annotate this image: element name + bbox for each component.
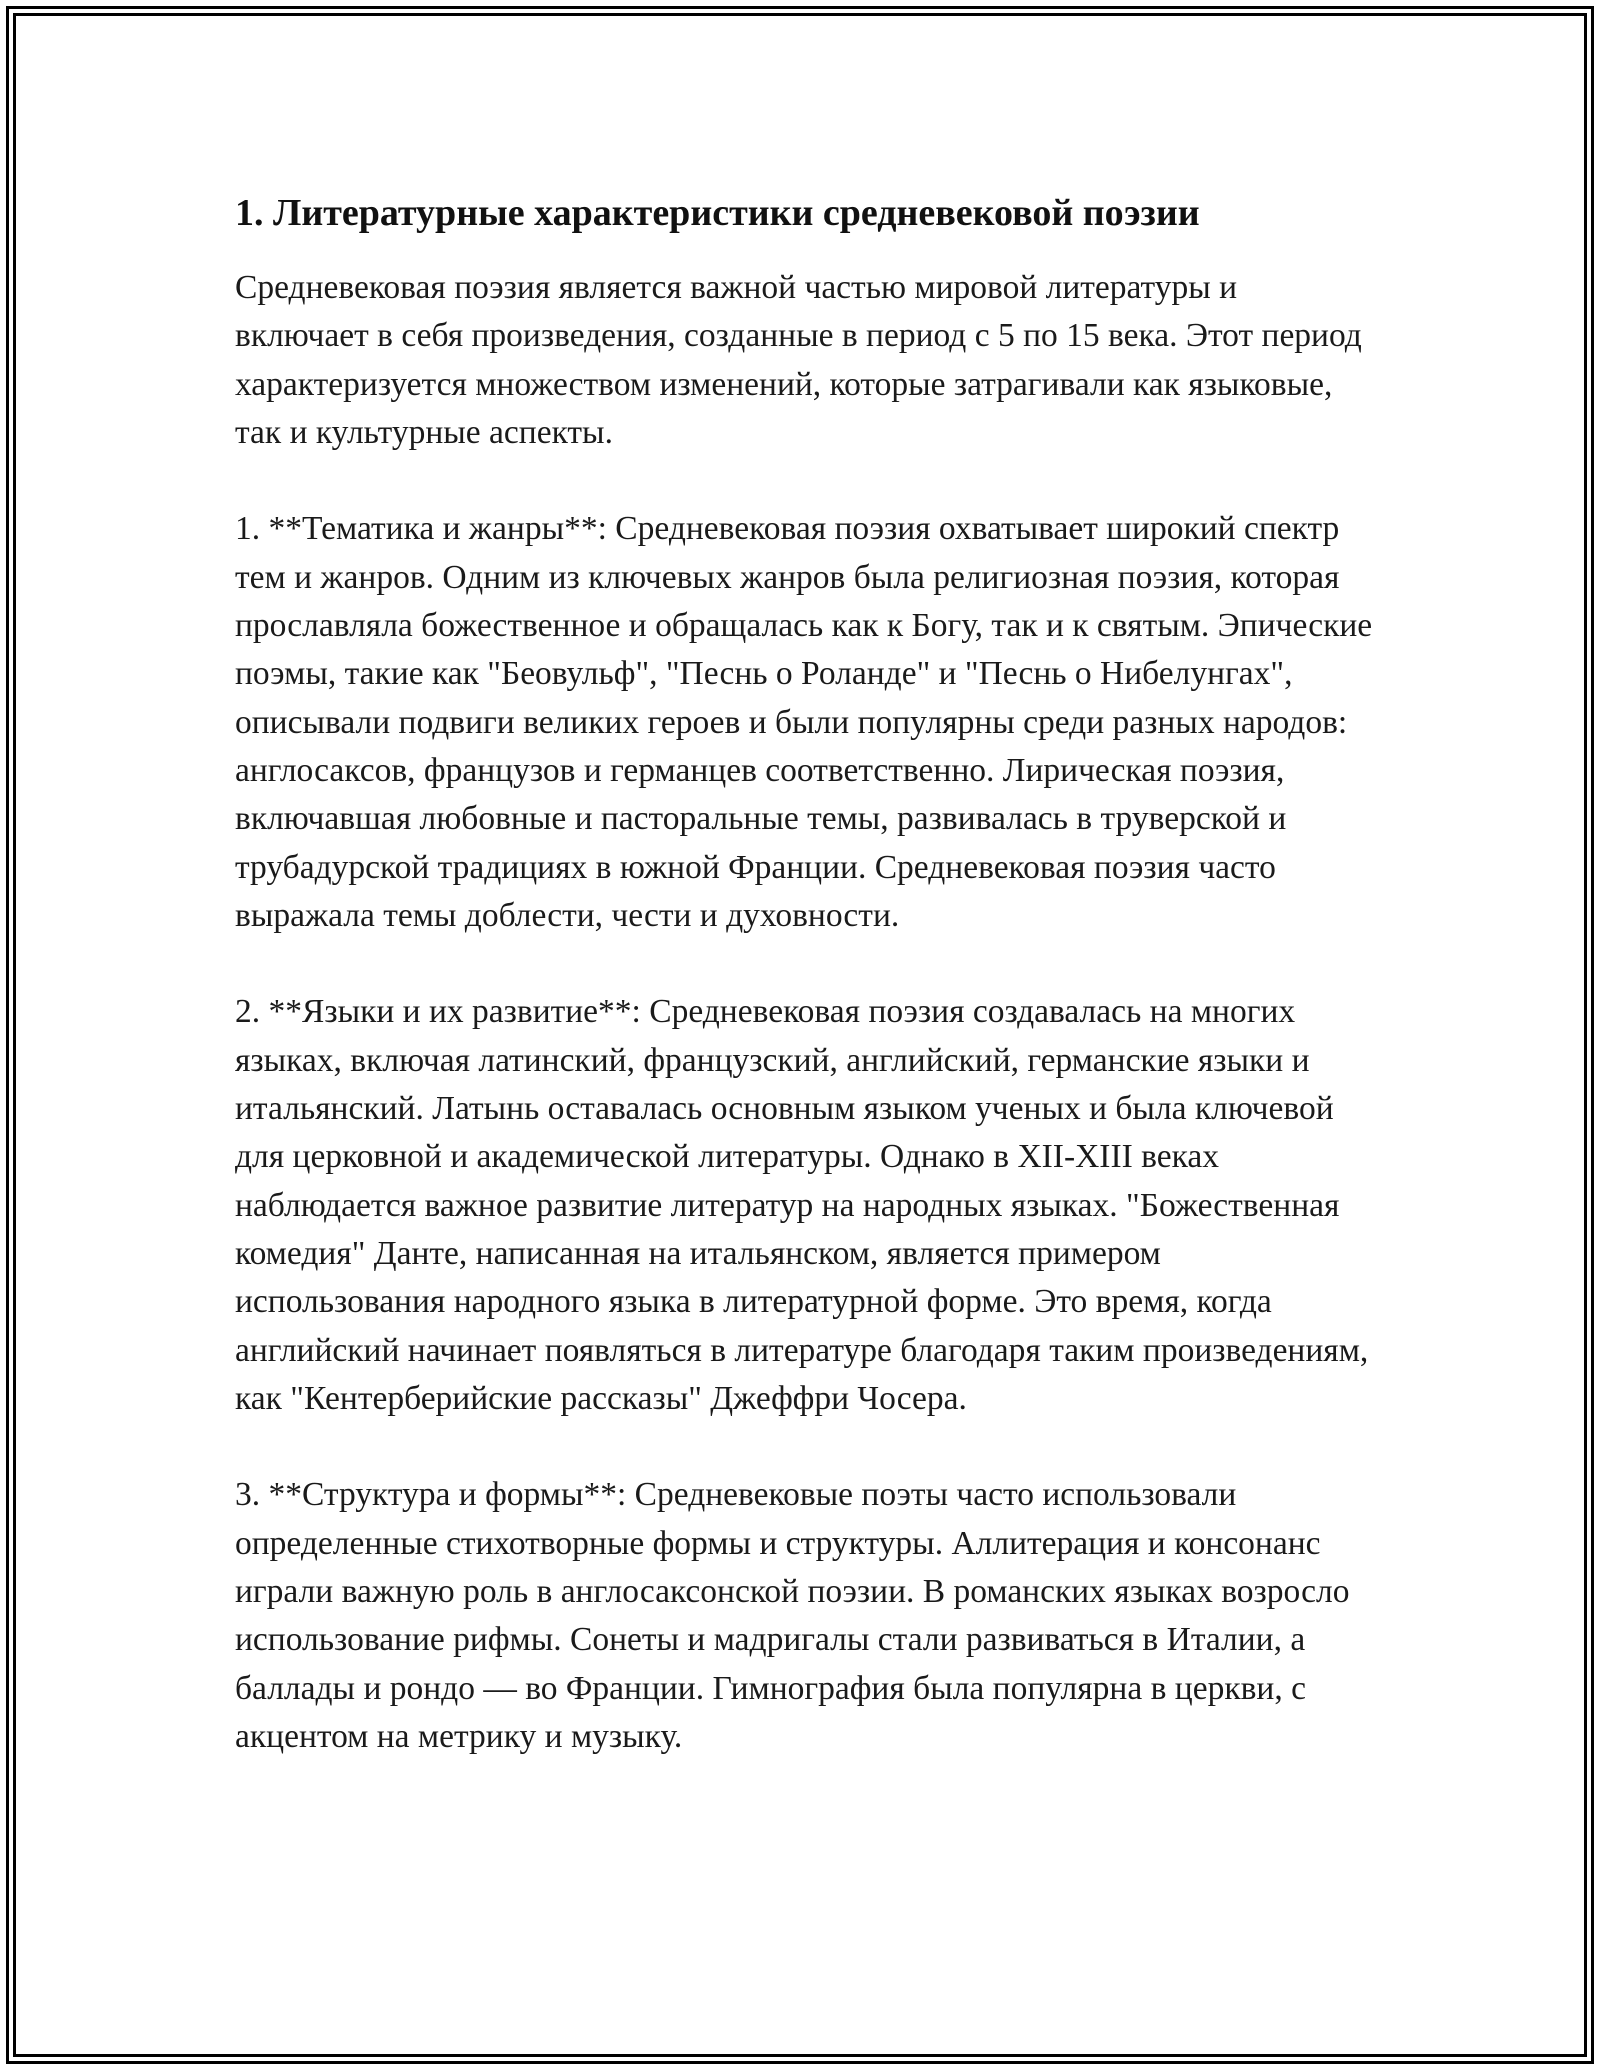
document-title: 1. Литературные характеристики средневековой поэзии xyxy=(235,192,1200,234)
section-structure-forms: 3. **Структура и формы**: Средневековые поэты часто использовали определенные стихотворные формы и структуры. Аллитерация и консонанс играли важную роль в англосаксонской поэзии. В романских языках возросло использование рифмы. Сонеты и мадригалы стали развиваться в Италии, а баллады и рондо — во Франции. Гимнография была популярна в церкви, с акцентом на метрику и музыку. xyxy=(235,1476,1350,1755)
intro-paragraph: Средневековая поэзия является важной частью мировой литературы и включает в себя произведения, созданные в период с 5 по 15 века. Этот период характеризуется множеством изменений, которые затрагивали как языковые, так и культурные аспекты. xyxy=(235,269,1362,451)
section-languages: 2. **Языки и их развитие**: Средневековая поэзия создавалась на многих языках, включая латинский, французский, английский, германские языки и итальянский. Латынь оставалась основным языком ученых и была ключевой для церковной и академической литературы. Однако в XII-XIII веках наблюдается важное развитие литератур на народных языках. "Божественная комедия" Данте, написанная на итальянском, является примером использования народного языка в литературной форме. Это время, когда английский начинает появляться в литературе благодаря таким произведениям, как "Кентерберийские рассказы" Джеффри Чосера. xyxy=(235,993,1369,1417)
section-themes-genres: 1. **Тематика и жанры**: Средневековая поэзия охватывает широкий спектр тем и жанров. Одним из ключевых жанров была религиозная поэзия, которая прославляла божественное и обращалась как к Богу, так и к святым. Эпические поэмы, такие как "Беовульф", "Песнь о Роланде" и "Песнь о Нибелунгах", описывали подвиги великих героев и были популярны среди разных народов: англосаксов, французов и германцев соответственно. Лирическая поэзия, включавшая любовные и пасторальные темы, развивалась в труверской и трубадурской традициях в южной Франции. Средневековая поэзия часто выражала темы доблести, чести и духовности. xyxy=(235,510,1373,934)
document-body xyxy=(235,186,1375,1810)
